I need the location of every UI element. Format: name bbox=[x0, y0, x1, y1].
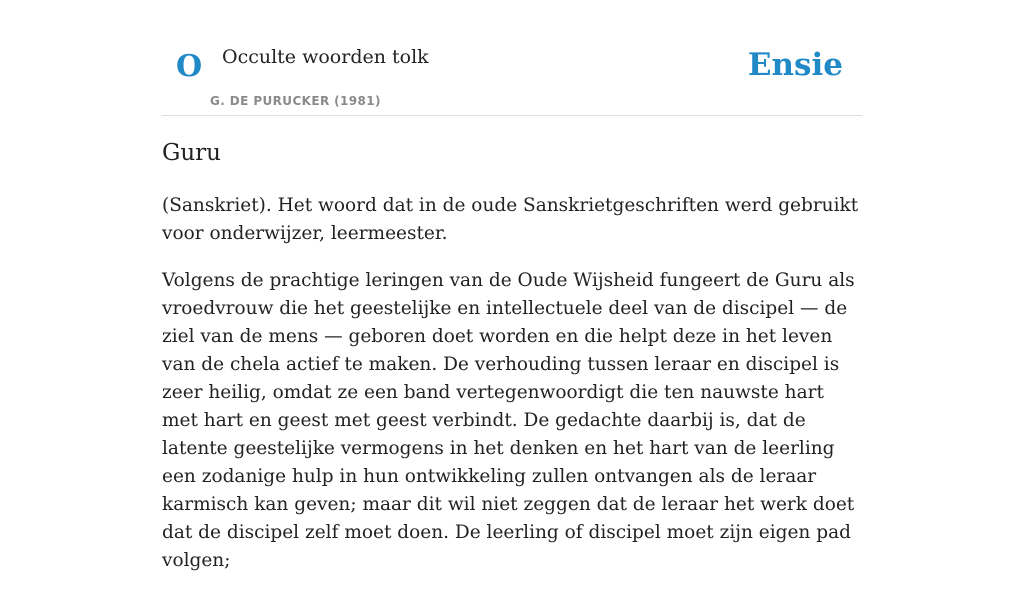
paragraph: Volgens de prachtige leringen van de Oude Wijsheid fungeert de Guru als vroedvrouw die het geestelijke en intellectuele deel van de discipel — de ziel van de mens — geboren doet worden en die helpt deze in het leven van de chela actief te maken. De verhouding tussen leraar en discipel is zeer heilig, omdat ze een band vertegenwoordigt die ten nauwste hart met hart en geest met geest verbindt. De gedachte daarbij is, dat de latente geestelijke vermogens in het denken en het hart van de leerling een zodanige hulp in hun ontwikkeling zullen ontvangen als de leraar karmisch kan geven; maar dit wil niet zeggen dat de leraar het werk doet dat de discipel zelf moet doen. De leerling of discipel moet zijn eigen pad volgen; bbox=[162, 270, 855, 571]
author-label: G. DE PURUCKER (1981) bbox=[210, 94, 381, 108]
entry-title: Guru bbox=[162, 140, 221, 166]
entry-content bbox=[162, 192, 862, 594]
page bbox=[162, 0, 862, 571]
book-title-link[interactable]: Occulte woorden tolk bbox=[222, 46, 429, 68]
paragraph: (Sanskriet). Het woord dat in de oude Sanskrietgeschriften werd gebruikt voor onderwijzer, leermeester. bbox=[162, 195, 859, 244]
brand-logo[interactable]: Ensie bbox=[747, 47, 843, 83]
index-letter[interactable]: O bbox=[176, 49, 203, 84]
header bbox=[162, 0, 862, 116]
